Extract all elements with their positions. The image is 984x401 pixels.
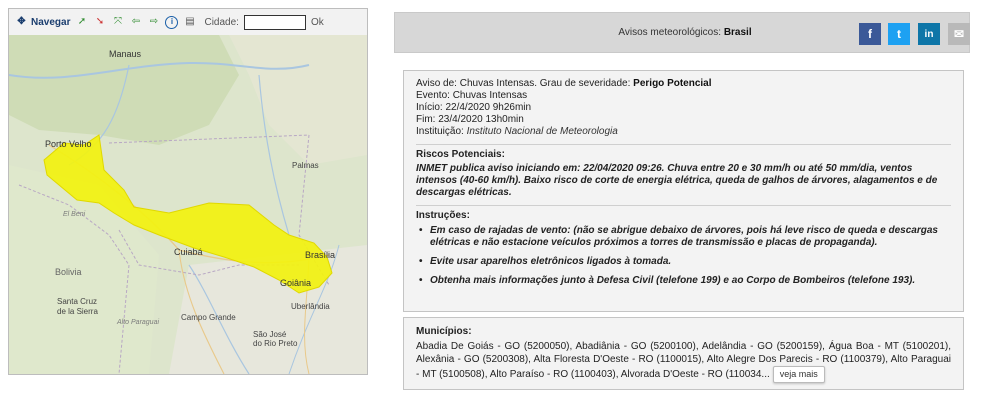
map-label-alto-paraguai: Alto Paraguai [117,319,160,326]
map-panel [8,8,368,375]
map-label-cuiaba: Cuiabá [174,247,203,257]
map-label-palmas: Palmas [292,161,319,170]
municipalities-box [403,317,964,390]
alert-type-prefix: Aviso de: Chuvas Intensas. Grau de severidade: [416,78,631,89]
map-canvas [9,35,367,374]
full-extent-icon[interactable]: ⤧ [113,16,122,27]
email-icon: ✉ [953,27,965,41]
city-input[interactable] [244,15,306,30]
map-view[interactable] [9,35,367,374]
twitter-icon: t [897,27,901,41]
map-toolbar [9,9,367,35]
navigate-button[interactable] [15,16,70,29]
end-line: Fim: 23/4/2020 13h0min [416,114,524,125]
zoom-out-icon[interactable]: ➘ [95,16,105,27]
zoom-in-icon[interactable]: ➚ [77,16,87,27]
navigate-label: Navegar [31,16,71,28]
title-prefix: Avisos meteorológicos: [618,27,722,38]
municipalities-list [416,340,951,383]
map-label-brasilia: Brasília [305,250,336,260]
institution-value: Instituto Nacional de Meteorologia [466,126,618,137]
see-more-button[interactable]: veja mais [773,366,825,383]
risks-text: INMET publica aviso iniciando em: 22/04/2020 09:26. Chuva entre 20 e 30 mm/h ou até 50 mm/dia, ventos intensos (40-60 km/h). Baixo risco de corte de energia elétrica, queda de galhos de árvores, alagamentos e de descargas elétricas. [416,163,938,198]
map-label-uberlandia: Uberlândia [291,302,330,311]
instructions-list [416,225,951,287]
map-label-sao-jose-rio-preto: São José do Rio Preto [253,330,298,348]
header-bar [394,12,970,53]
facebook-icon: f [868,27,872,41]
instruction-item: • Em caso de rajadas de vento: (não se abrigue debaixo de árvores, pois há leve risco de queda e descargas elétricas e não estacione veículos próximos a torres de transmissão e placas de propaganda). [416,225,951,249]
map-label-santa-cruz: Santa Cruz de la Sierra [57,297,98,316]
instruction-item: • Obtenha mais informações junto à Defesa Civil (telefone 199) e ao Corpo de Bombeiros (telefone 193). [416,275,951,287]
email-share-button[interactable] [948,23,970,45]
linkedin-share-button[interactable] [918,23,940,45]
facebook-share-button[interactable] [859,23,881,45]
municipalities-text: Abadia De Goiás - GO (5200050), Abadiânia - GO (5200100), Adelândia - GO (5200159), Água Boa - MT (5100201), Alexânia - GO (5200308), Alta Floresta D'Oeste - RO (1100015), Alto Alegre Dos Parecis - RO (1100379), Alto Paraguai - MT (5100508), Alto Paraíso - RO (1100403), Alvorada D'Oeste - RO (110034... [416,341,951,380]
risks-title: Riscos Potenciais: [416,149,505,160]
start-line: Início: 22/4/2020 9h26min [416,102,532,113]
map-label-goiania: Goiânia [280,278,312,288]
map-label-campo-grande: Campo Grande [181,313,236,322]
alert-details [403,70,964,312]
alert-type-line [416,78,951,90]
previous-extent-icon[interactable]: ⇦ [131,16,141,27]
municipalities-title: Municípios: [416,326,472,337]
divider [416,144,951,145]
city-label: Cidade: [204,16,239,28]
print-icon[interactable]: ▤ [185,16,195,27]
instruction-item: • Evite usar aparelhos eletrônicos ligados à tomada. [416,256,951,268]
next-extent-icon[interactable]: ⇨ [149,16,159,27]
twitter-share-button[interactable] [888,23,910,45]
instructions-title: Instruções: [416,210,470,221]
map-label-bolivia: Bolivia [55,267,82,277]
ok-button[interactable]: Ok [310,16,324,28]
map-label-manaus: Manaus [109,49,142,59]
divider [416,205,951,206]
severity-value: Perigo Potencial [633,78,712,89]
institution-prefix: Instituição: [416,126,464,137]
info-icon[interactable]: i [165,16,178,29]
title-region: Brasil [723,27,752,38]
map-label-porto-velho: Porto Velho [45,139,92,149]
move-icon: ✥ [17,16,26,27]
institution-line [416,126,951,138]
event-line: Evento: Chuvas Intensas [416,90,528,101]
linkedin-icon: in [924,28,934,40]
map-label-el-beni: El Beni [63,211,86,218]
